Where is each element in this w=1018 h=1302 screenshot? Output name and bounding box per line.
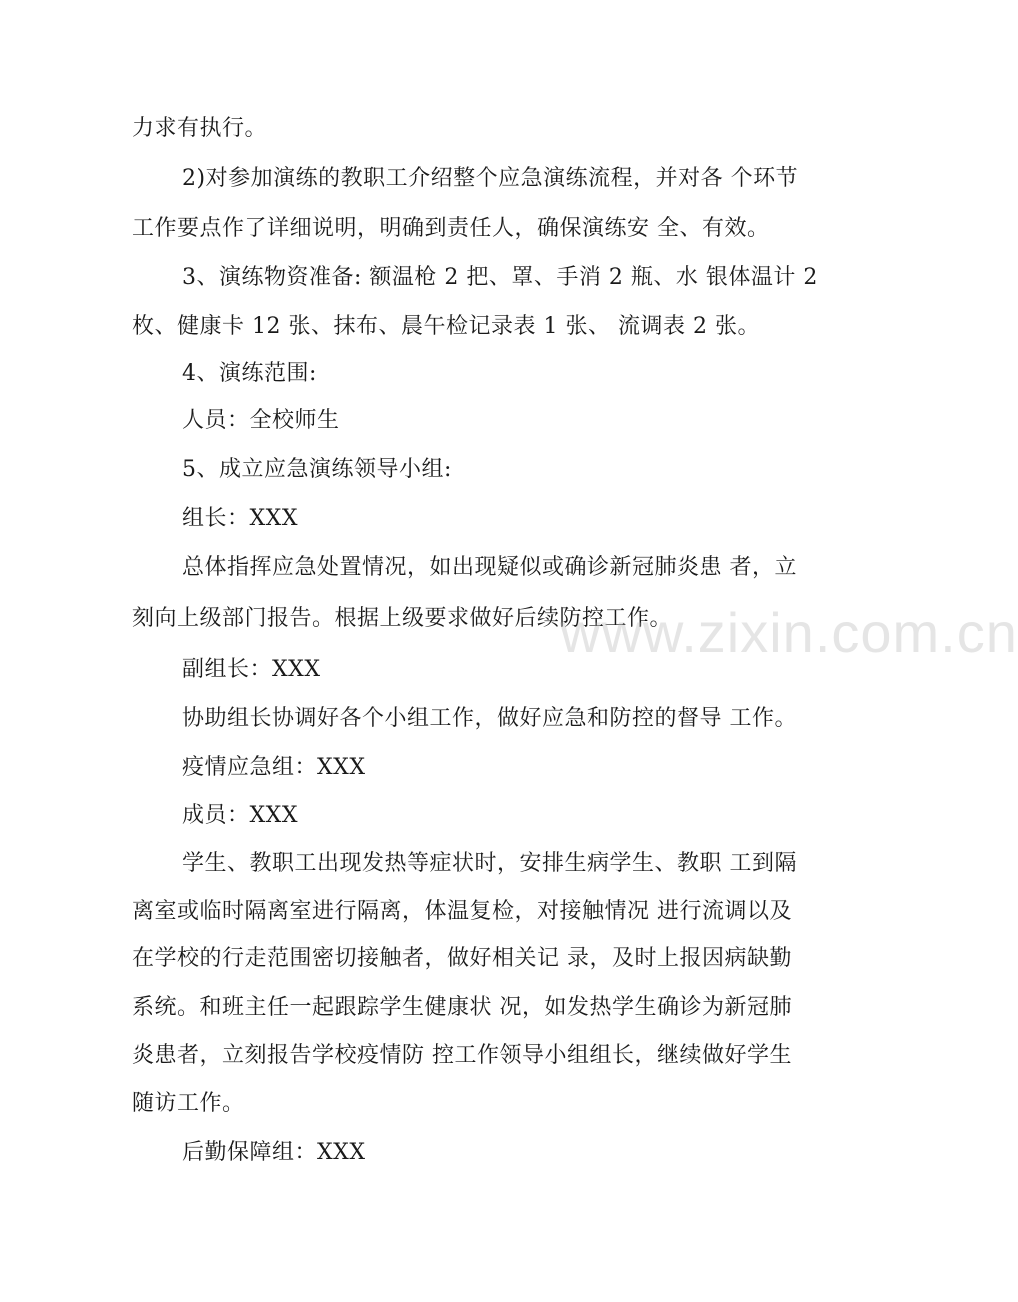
- text-line: 疫情应急组：XXX: [182, 755, 366, 780]
- text-line: 在学校的行走范围密切接触者，做好相关记 录，及时上报因病缺勤: [132, 946, 792, 971]
- text-line: 总体指挥应急处置情况，如出现疑似或确诊新冠肺炎患 者，立: [182, 555, 797, 580]
- section-heading: 5、成立应急演练领导小组:: [182, 457, 452, 482]
- text-line: 工作要点作了详细说明，明确到责任人，确保演练安 全、有效。: [132, 216, 770, 241]
- text-line: 刻向上级部门报告。根据上级要求做好后续防控工作。: [132, 606, 673, 631]
- text-line: 副组长：XXX: [182, 657, 321, 682]
- section-heading: 4、演练范围:: [182, 361, 317, 386]
- text-line: 系统。和班主任一起跟踪学生健康状 况，如发热学生确诊为新冠肺: [132, 995, 792, 1020]
- text-line: 力求有执行。: [132, 116, 268, 141]
- text-line: 人员：全校师生: [182, 408, 340, 433]
- text-line: 随访工作。: [132, 1091, 245, 1116]
- text-line: 2)对参加演练的教职工介绍整个应急演练流程，并对各 个环节: [182, 166, 799, 191]
- text-line: 协助组长协调好各个小组工作，做好应急和防控的督导 工作。: [182, 706, 797, 731]
- text-line: 炎患者，立刻报告学校疫情防 控工作领导小组组长，继续做好学生: [132, 1043, 792, 1068]
- text-line: 成员：XXX: [182, 803, 298, 828]
- text-line: 枚、健康卡 12 张、抹布、晨午检记录表 1 张、 流调表 2 张。: [132, 314, 760, 339]
- text-line: 3、演练物资准备: 额温枪 2 把、罩、手消 2 瓶、水 银体温计 2: [182, 265, 818, 290]
- text-line: 离室或临时隔离室进行隔离，体温复检，对接触情况 进行流调以及: [132, 899, 792, 924]
- watermark: www.zixin.com.cn: [560, 601, 1018, 664]
- text-line: 组长：XXX: [182, 506, 298, 531]
- text-line: 后勤保障组：XXX: [182, 1140, 366, 1165]
- text-line: 学生、教职工出现发热等症状时，安排生病学生、教职 工到隔: [182, 851, 797, 876]
